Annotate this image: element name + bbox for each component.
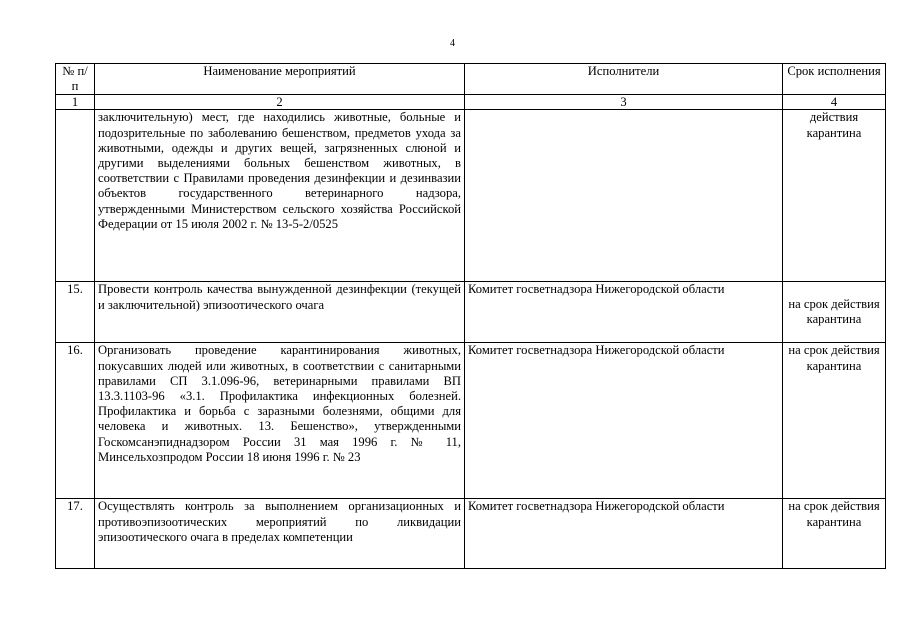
table-row (56, 282, 886, 343)
row-executors: Комитет госветнадзора Нижегородской области (465, 343, 783, 499)
page-number: 4 (450, 38, 455, 49)
row-measure: Организовать проведение карантинирования животных, покусавших людей или животных, в соответствии с санитарными правилами СП 3.1.096-96, ветеринарными правилами ВП 13.3.1103-96 «3.1. Профилактика инфекционных болезней. Профилактика и борьба с заразными болезнями, общими для человека и животных. 13. Бешенство», утвержденными Госкомсанэпиднадзором России 31 мая 1996 г. № 11, Минсельхозпродом России 18 июня 1996 г. № 23 (95, 343, 465, 499)
row-executors: Комитет госветнадзора Нижегородской области (465, 499, 783, 569)
column-index: 2 (95, 95, 465, 110)
row-num: 16. (56, 343, 95, 499)
row-executors (465, 110, 783, 282)
row-term: действия карантина (783, 110, 886, 282)
row-executors: Комитет госветнадзора Нижегородской области (465, 282, 783, 343)
header-term: Срок исполнения (783, 64, 886, 95)
row-num (56, 110, 95, 282)
header-num: № п/п (56, 64, 95, 95)
column-index: 4 (783, 95, 886, 110)
row-term: на срок действия карантина (783, 343, 886, 499)
row-measure: Провести контроль качества вынужденной дезинфекции (текущей и заключительной) эпизоотического очага (95, 282, 465, 343)
row-num: 17. (56, 499, 95, 569)
row-num: 15. (56, 282, 95, 343)
row-term: на срок действия карантина (783, 282, 886, 343)
header-row (56, 64, 886, 95)
column-index-row (56, 95, 886, 110)
table-row (56, 110, 886, 282)
column-index: 3 (465, 95, 783, 110)
column-index: 1 (56, 95, 95, 110)
measures-table (55, 63, 886, 569)
row-measure: Осуществлять контроль за выполнением организационных и противоэпизоотических мероприятий по ликвидации эпизоотического очага в пределах компетенции (95, 499, 465, 569)
table-row (56, 343, 886, 499)
header-executors: Исполнители (465, 64, 783, 95)
table-row (56, 499, 886, 569)
header-name: Наименование мероприятий (95, 64, 465, 95)
row-measure: заключительную) мест, где находились животные, больные и подозрительные по заболеванию бешенством, предметов ухода за животными, одежды и других вещей, загрязненных слюной и другими выделениями больных бешенством животных, в соответствии с Правилами проведения дезинфекции и дезинвазии объектов государственного ветеринарного надзора, утвержденными Министерством сельского хозяйства Российской Федерации от 15 июля 2002 г. № 13-5-2/0525 (95, 110, 465, 282)
row-term: на срок действия карантина (783, 499, 886, 569)
